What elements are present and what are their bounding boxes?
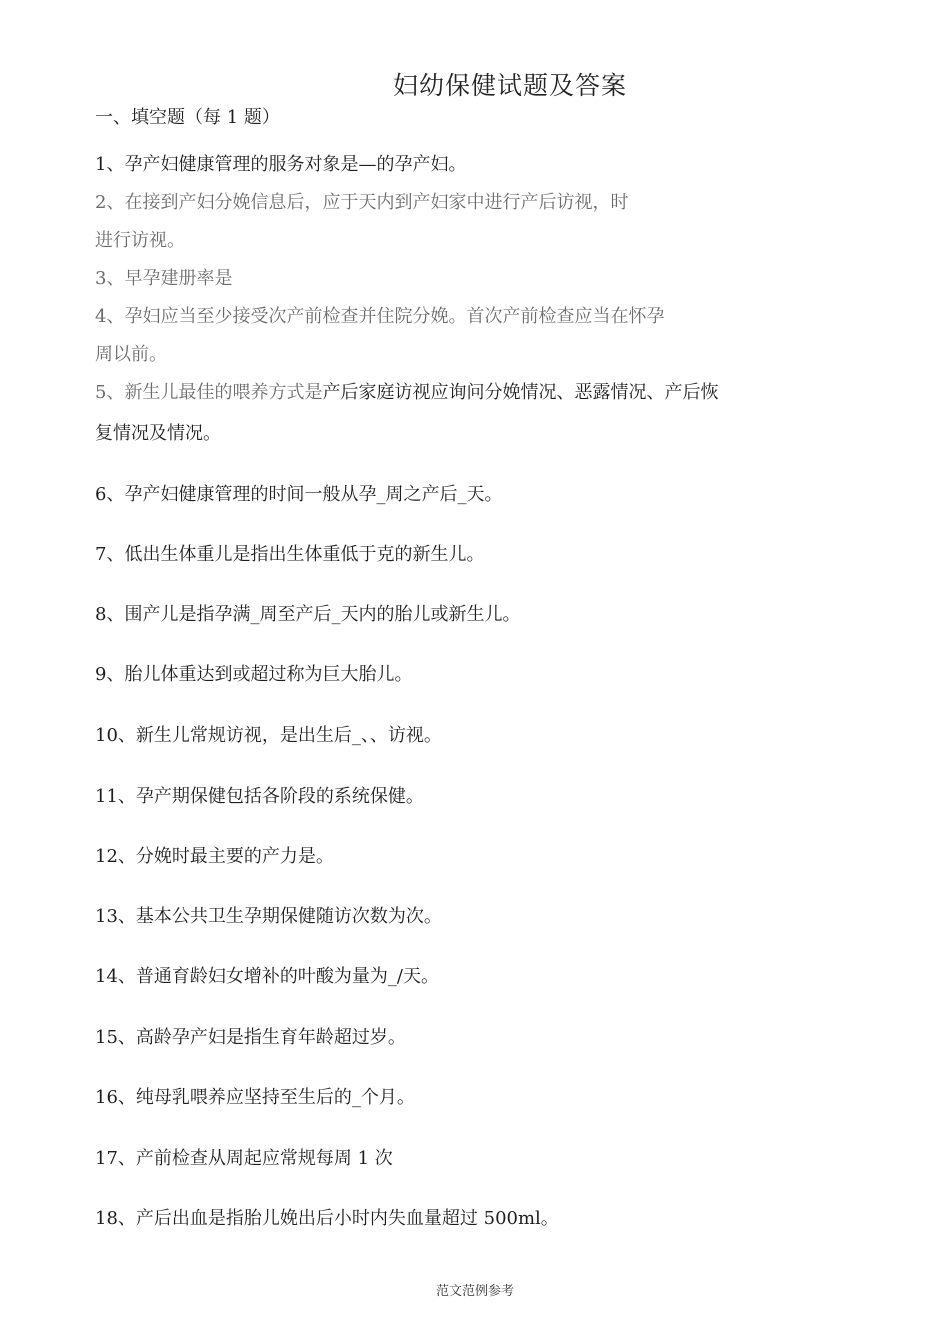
question-5-line-1 bbox=[95, 381, 718, 405]
question-1: 1、孕产妇健康管理的服务对象是—的孕产妇。 bbox=[95, 154, 467, 175]
question-9: 9、胎儿体重达到或超过称为巨大胎儿。 bbox=[95, 664, 413, 685]
question-3: 3、早孕建册率是 bbox=[95, 268, 233, 289]
question-7: 7、低出生体重儿是指出生体重低于克的新生儿。 bbox=[95, 544, 485, 565]
question-5-line-2: 复情况及情况。 bbox=[95, 423, 221, 444]
question-14: 14、普通育龄妇女增补的叶酸为量为_/天。 bbox=[95, 966, 439, 987]
question-2-line-1: 2、在接到产妇分娩信息后，应于天内到产妇家中进行产后访视，时 bbox=[95, 192, 629, 213]
question-16: 16、纯母乳喂养应坚持至生后的_个月。 bbox=[95, 1087, 415, 1108]
document-title: 妇幼保健试题及答案 bbox=[392, 71, 627, 100]
question-4-line-1: 4、孕妇应当至少接受次产前检查并住院分娩。首次产前检查应当在怀孕 bbox=[95, 306, 665, 327]
question-17: 17、产前检查从周起应常规每周 1 次 bbox=[95, 1148, 393, 1169]
question-11: 11、孕产期保健包括各阶段的系统保健。 bbox=[95, 786, 424, 807]
question-5-part-dark: 产后家庭访视应询问分娩情况、恶露情况、产后恢 bbox=[322, 382, 719, 403]
question-13: 13、基本公共卫生孕期保健随访次数为次。 bbox=[95, 906, 442, 927]
question-6: 6、孕产妇健康管理的时间一般从孕_周之产后_天。 bbox=[95, 484, 503, 505]
question-2-line-2: 进行访视。 bbox=[95, 230, 185, 251]
question-8: 8、围产儿是指孕满_周至产后_天内的胎儿或新生儿。 bbox=[95, 604, 521, 625]
question-10: 10、新生儿常规访视，是出生后_、、访视。 bbox=[95, 725, 442, 746]
question-4-line-2: 周以前。 bbox=[95, 344, 167, 365]
question-18: 18、产后出血是指胎儿娩出后小时内失血量超过 500ml。 bbox=[95, 1208, 559, 1229]
section-heading: 一、填空题（每 1 题） bbox=[95, 107, 280, 128]
question-12: 12、分娩时最主要的产力是。 bbox=[95, 846, 334, 867]
page-footer: 范文范例参考 bbox=[435, 1284, 514, 1299]
question-15: 15、高龄孕产妇是指生育年龄超过岁。 bbox=[95, 1027, 406, 1048]
question-5-part-grey: 5、新生儿最佳的喂养方式是 bbox=[95, 382, 323, 403]
